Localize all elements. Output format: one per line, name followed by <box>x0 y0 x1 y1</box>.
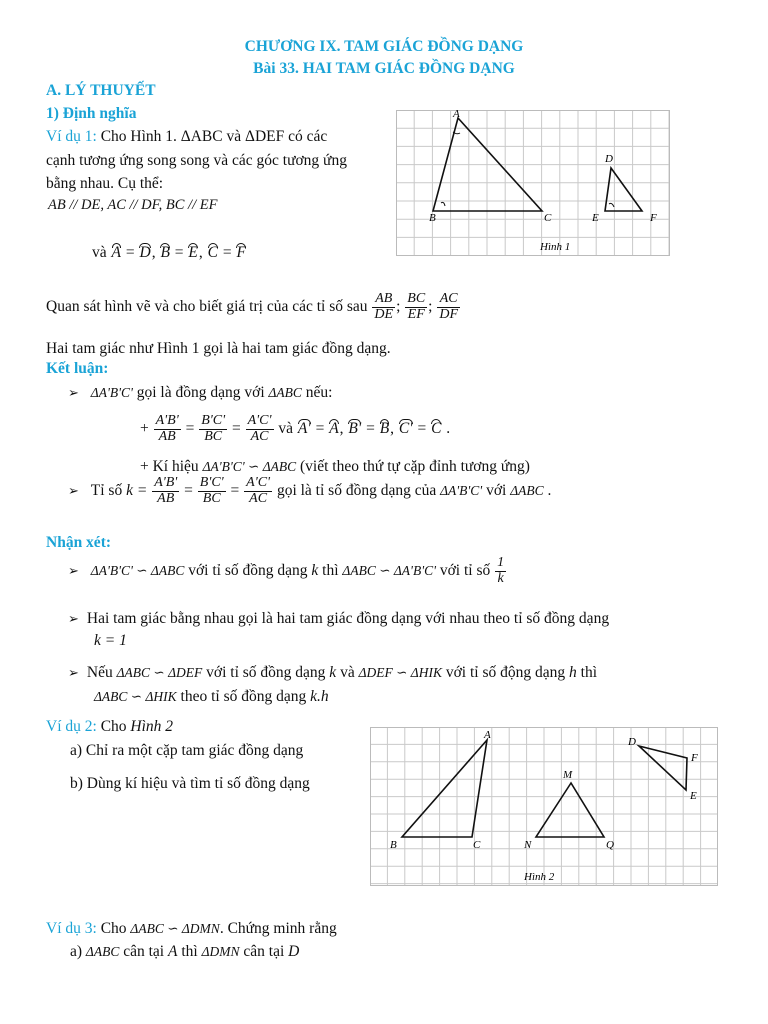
example1-line3: bằng nhau. Cụ thể: <box>46 175 164 192</box>
label-d: D <box>605 153 613 165</box>
arrow-bullet-icon: ➢ <box>68 483 79 499</box>
angle: F <box>236 244 246 261</box>
cond-ratio: $\frac{A'B'}{AB}$ <box>155 413 179 444</box>
remark-1: ➢ ΔA'B'C' ∽ ΔABC với tỉ số đồng dạng k thì ΔABC ∽ ΔA'B'C' với tỉ số $\frac{1}{k}$ <box>68 555 505 586</box>
label-b: B <box>390 839 397 851</box>
definition-line: Hai tam giác như Hình 1 gọi là hai tam giác đồng dạng. <box>46 340 391 357</box>
triangle-mnq <box>536 783 604 837</box>
label-b: B <box>429 212 436 224</box>
example1-line1 <box>46 128 327 146</box>
example3-part-a: a) ΔABC cân tại A thì ΔDMN cân tại D <box>70 943 300 960</box>
label-c: C <box>473 839 481 851</box>
label-a: A <box>453 110 460 120</box>
arrow-bullet-icon: ➢ <box>68 665 79 680</box>
example1-intro: Cho Hình 1. ΔABC và ΔDEF có các <box>96 128 328 145</box>
label-q: Q <box>606 839 614 851</box>
question-text: Quan sát hình vẽ và cho biết giá trị của các tỉ số sau <box>46 298 368 316</box>
example1-line2: cạnh tương ứng song song và các góc tương ứng <box>46 152 347 169</box>
k-ratio: $\frac{A'B'}{AB}$ <box>154 475 178 506</box>
arrow-bullet-icon: ➢ <box>68 385 79 400</box>
chapter-title: CHƯƠNG IX. TAM GIÁC ĐỒNG DẠNG <box>244 38 524 55</box>
angle: A <box>111 244 121 261</box>
notation-line: + Kí hiệu ΔA'B'C' ∽ ΔABC (viết theo thứ tự cặp đỉnh tương ứng) <box>140 458 530 475</box>
example3-label: Ví dụ 3: <box>46 920 97 937</box>
example1-label: Ví dụ 1: <box>46 128 97 145</box>
inverse-ratio: $\frac{1}{k}$ <box>497 555 505 586</box>
conclusion-item1: ➢ ΔA'B'C' gọi là đồng dạng với ΔABC nếu: <box>68 384 333 401</box>
label-n: N <box>524 839 532 851</box>
ratio-definition: ➢ Tỉ số k = $\frac{A'B'}{AB}$ = $\frac{B'C'}{BC}$ = $\frac{A'C'}{AC}$ gọi là tỉ số đồng dạng của ΔA'B'C' với ΔABC . <box>68 475 552 506</box>
example3-intro: Ví dụ 3: Cho ΔABC ∽ ΔDMN. Chứng minh rằng <box>46 920 337 937</box>
figure1-caption: Hình 1 <box>540 241 571 253</box>
remark-3-cont: ΔABC ∽ ΔHIK theo tỉ số đồng dạng k.h <box>94 688 329 705</box>
angle: C <box>207 244 218 261</box>
angles-prefix: và <box>92 244 107 261</box>
label-f: F <box>691 752 698 764</box>
example2-part-b: b) Dùng kí hiệu và tìm tỉ số đồng dạng <box>70 775 310 792</box>
k-ratio: $\frac{A'C'}{AC}$ <box>246 475 271 506</box>
figure-2 <box>370 727 718 886</box>
angle-mark-e <box>609 203 614 207</box>
ratios-question: Quan sát hình vẽ và cho biết giá trị của các tỉ số sau $\frac{AB}{DE}$ ; $\frac{BC}{EF}$ ; $\frac{AC}{DF}$ <box>46 291 459 322</box>
conclusion-heading: Kết luận: <box>46 360 109 377</box>
angle: B <box>160 244 170 261</box>
lesson-title: Bài 33. HAI TAM GIÁC ĐỒNG DẠNG <box>253 60 515 77</box>
example2-label: Ví dụ 2: <box>46 718 97 735</box>
angle: E <box>188 244 198 261</box>
label-c: C <box>544 212 552 224</box>
example2-part-a: a) Chỉ ra một cặp tam giác đồng dạng <box>70 742 304 759</box>
remarks-heading: Nhận xét: <box>46 534 112 551</box>
angle-equalities: và A = D, B = E, C = F <box>92 244 246 261</box>
label-m: M <box>563 769 573 781</box>
ratio-ac-df: $\frac{AC}{DF}$ <box>439 291 459 322</box>
remark-2-value: k = 1 <box>94 632 127 649</box>
similarity-conditions: + $\frac{A'B'}{AB}$ = $\frac{B'C'}{BC}$ = $\frac{A'C'}{AC}$ và A' = A, B' = B, C' = C . <box>140 413 451 444</box>
label-a: A <box>484 729 491 741</box>
section-heading: A. LÝ THUYẾT <box>46 82 156 99</box>
triangle-def <box>605 168 642 211</box>
figure-1 <box>396 110 670 256</box>
example2-intro: Ví dụ 2: Cho Hình 2 <box>46 718 174 735</box>
label-e: E <box>592 212 599 224</box>
label-d: D <box>628 736 636 748</box>
cond-ratio: $\frac{A'C'}{AC}$ <box>247 413 272 444</box>
triangle-dfe <box>639 746 687 790</box>
angle: D <box>139 244 151 261</box>
ratio-ab-de: $\frac{AB}{DE}$ <box>374 291 394 322</box>
subsection-heading: 1) Định nghĩa <box>46 105 137 122</box>
figure2-caption: Hình 2 <box>524 871 555 883</box>
k-ratio: $\frac{B'C'}{BC}$ <box>199 475 224 506</box>
arrow-bullet-icon: ➢ <box>68 611 79 626</box>
label-e: E <box>690 790 697 802</box>
angle-mark-b <box>441 202 445 206</box>
ratio-bc-ef: $\frac{BC}{EF}$ <box>407 291 426 322</box>
label-f: F <box>650 212 657 224</box>
cond-ratio: $\frac{B'C'}{BC}$ <box>201 413 226 444</box>
arrow-bullet-icon: ➢ <box>68 563 79 579</box>
remark-2: ➢ Hai tam giác bằng nhau gọi là hai tam giác đồng dạng với nhau theo tỉ số đồng dạng <box>68 610 610 627</box>
parallel-relations: AB // DE, AC // DF, BC // EF <box>48 197 218 213</box>
remark-3: ➢ Nếu ΔABC ∽ ΔDEF với tỉ số đồng dạng k và ΔDEF ∽ ΔHIK với tỉ số động dạng h thì <box>68 664 598 681</box>
